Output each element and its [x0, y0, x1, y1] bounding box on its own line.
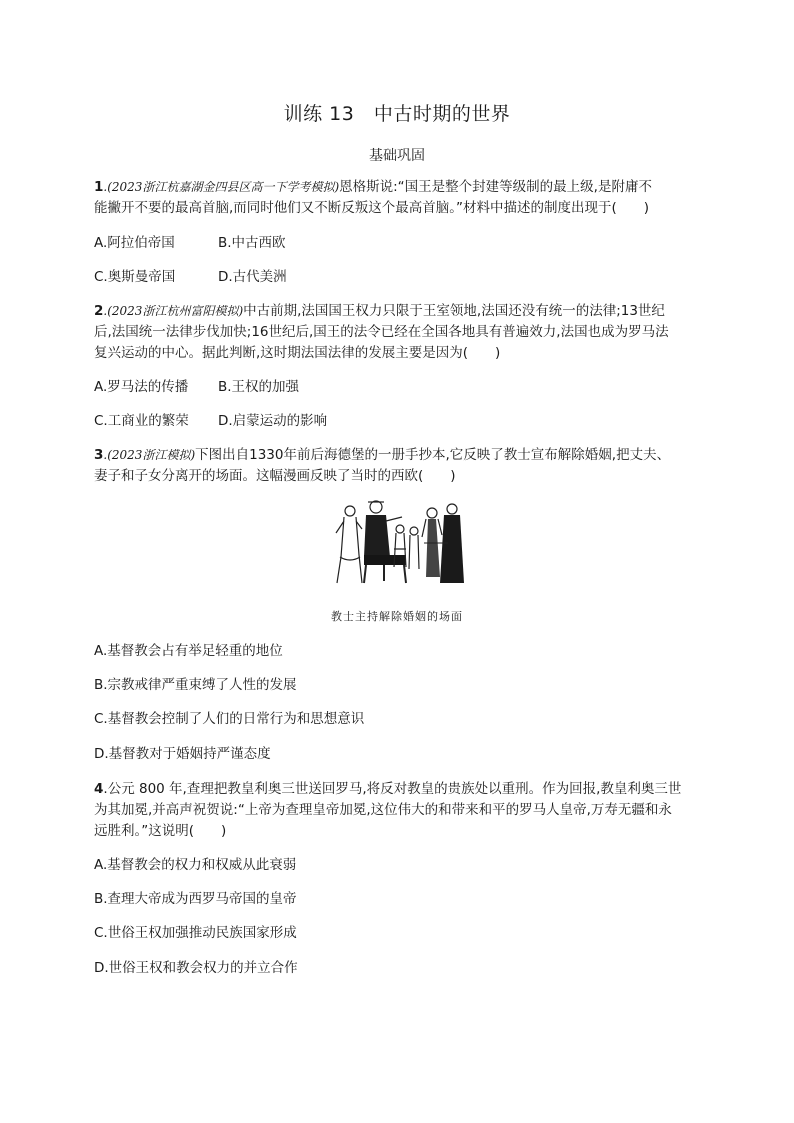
question-3-line-2: 妻子和子女分离开的场面。这幅漫画反映了当时的西欧( ): [94, 468, 456, 484]
question-3-line-1: [94, 445, 700, 466]
option-3b: B.宗教戒律严重束缚了人性的发展: [94, 677, 297, 693]
option-4d: D.世俗王权和教会权力的并立合作: [94, 960, 298, 976]
option-3c: C.基督教会控制了人们的日常行为和思想意识: [94, 711, 365, 727]
option-2c: C.工商业的繁荣: [94, 413, 189, 429]
figure-caption: 教士主持解除婚姻的场面: [331, 610, 463, 623]
page-title: 训练 13 中古时期的世界: [283, 103, 511, 125]
option-2a: A.罗马法的传播: [94, 379, 189, 395]
question-number: 3: [94, 447, 104, 463]
question-number: 2: [94, 303, 104, 319]
option-1b: B.中古西欧: [218, 235, 286, 251]
option-3a: A.基督教会占有举足轻重的地位: [94, 643, 283, 659]
question-text: .公元 800 年,查理把教皇利奥三世送回罗马,将反对教皇的贵族处以重刑。作为回报,教皇利奥三世: [103, 781, 682, 797]
question-2-line-3: 复兴运动的中心。据此判断,这时期法国法律的发展主要是因为( ): [94, 345, 501, 361]
question-4-line-3: 远胜利。”这说明( ): [94, 823, 227, 839]
question-1-line-1: [94, 177, 700, 198]
manuscript-illustration: [328, 497, 468, 589]
option-1d: D.古代美洲: [218, 269, 287, 285]
option-1a: A.阿拉伯帝国: [94, 235, 175, 251]
question-source: .(2023浙江杭嘉湖金四县区高一下学考模拟): [103, 180, 340, 194]
option-2b: B.王权的加强: [218, 379, 300, 395]
option-4b: B.查理大帝成为西罗马帝国的皇帝: [94, 891, 297, 907]
question-number: 4: [94, 781, 104, 797]
question-text: 恩格斯说:“国王是整个封建等级制的最上级,是附庸不: [339, 179, 652, 195]
section-heading: 基础巩固: [369, 148, 425, 164]
option-1c: C.奥斯曼帝国: [94, 269, 176, 285]
option-4a: A.基督教会的权力和权威从此衰弱: [94, 857, 297, 873]
question-2-line-2: 后,法国统一法律步伐加快;16世纪后,国王的法令已经在全国各地具有普遍效力,法国也成为罗马法: [94, 324, 669, 340]
question-source: .(2023浙江模拟): [103, 448, 196, 462]
option-4c: C.世俗王权加强推动民族国家形成: [94, 925, 297, 941]
question-number: 1: [94, 179, 104, 195]
question-4-line-2: 为其加冕,并高声祝贺说:“上帝为查理皇帝加冕,这位伟大的和带来和平的罗马人皇帝,万寿无疆和永: [94, 802, 672, 818]
question-text: 下图出自1330年前后海德堡的一册手抄本,它反映了教士宣布解除婚姻,把丈夫、: [195, 447, 671, 463]
option-3d: D.基督教对于婚姻持严谨态度: [94, 746, 271, 762]
question-1: [94, 177, 700, 219]
question-2: [94, 301, 700, 364]
question-source: .(2023浙江杭州富阳模拟): [103, 304, 244, 318]
question-2-line-1: [94, 301, 700, 322]
question-text: 中古前期,法国国王权力只限于王室领地,法国还没有统一的法律;13世纪: [243, 303, 665, 319]
question-1-line-2: 能撇开不要的最高首脑,而同时他们又不断反叛这个最高首脑。”材料中描述的制度出现于( ): [94, 200, 650, 216]
question-4: [94, 779, 700, 842]
option-2d: D.启蒙运动的影响: [218, 413, 328, 429]
question-3: [94, 445, 700, 487]
question-4-line-1: [94, 779, 700, 800]
